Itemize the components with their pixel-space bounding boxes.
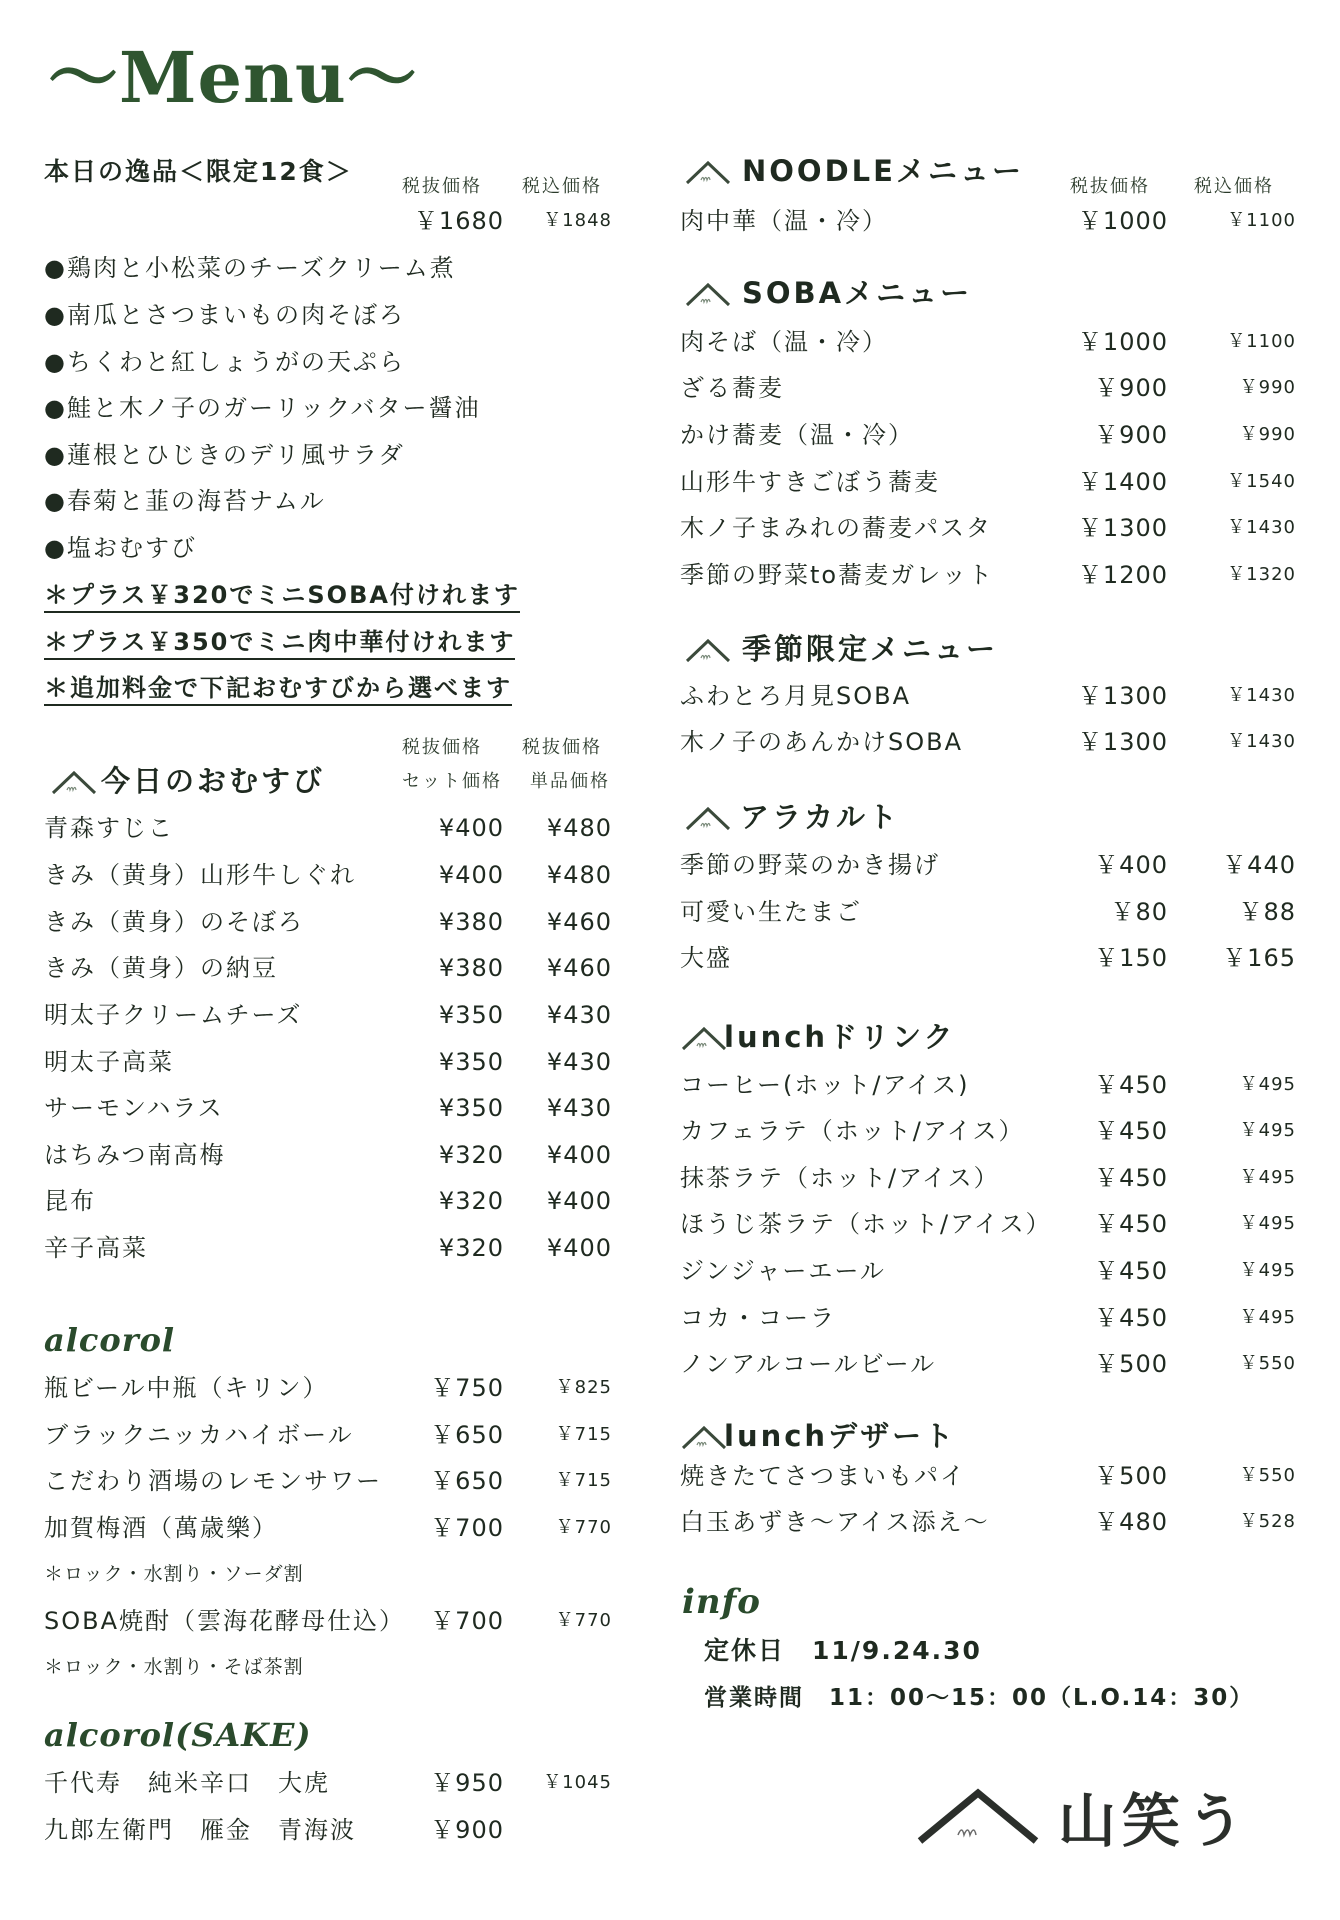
soba-item-name: 山形牛すきごぼう蕎麦: [680, 468, 940, 496]
soba-item-name: 木ノ子まみれの蕎麦パスタ: [680, 514, 992, 542]
omusubi-set-price: ¥380: [438, 954, 504, 982]
special-note: ＊プラス￥350でミニ肉中華付けれます: [44, 627, 515, 660]
seasonal-item-name: ふわとろ月見SOBA: [680, 682, 912, 710]
sake-heading: alcorol(SAKE): [44, 1716, 312, 1754]
dessert-heading: lunchデザート: [724, 1419, 957, 1453]
noodle-heading: NOODLEメニュー: [742, 154, 1024, 188]
alacarte-price-incl: ￥88: [1238, 898, 1296, 926]
special-price-incl: ￥1848: [543, 210, 612, 231]
drink-price-excl: ￥450: [1094, 1210, 1168, 1238]
soba-price-excl: ￥1400: [1077, 468, 1168, 496]
alcohol-item-name: SOBA焼酎（雲海花酵母仕込）: [44, 1607, 406, 1635]
soba-price-incl: ￥1430: [1227, 517, 1296, 538]
alcohol-price-incl: ￥770: [555, 1517, 612, 1538]
soba-price-incl: ￥1100: [1227, 331, 1296, 352]
omusubi-col2-label: 税抜価格: [522, 737, 602, 758]
special-item: ●ちくわと紅しょうがの天ぷら: [44, 348, 405, 376]
special-item: ●鮭と木ノ子のガーリックバター醤油: [44, 394, 481, 422]
omusubi-set-price: ¥400: [438, 814, 504, 842]
alcohol-heading: alcorol: [44, 1321, 176, 1359]
omusubi-item-name: きみ（黄身）山形牛しぐれ: [44, 861, 356, 889]
drink-price-incl: ￥495: [1239, 1120, 1296, 1141]
sake-price-incl: ￥1045: [543, 1772, 612, 1793]
omusubi-single-price: ¥460: [546, 908, 612, 936]
logo-text: 山笑う: [1058, 1787, 1251, 1855]
alcohol-price-incl: ￥825: [555, 1377, 612, 1398]
omusubi-item-name: 青森すじこ: [44, 814, 174, 842]
drink-item-name: ノンアルコールビール: [680, 1350, 937, 1378]
alcohol-item-name: こだわり酒場のレモンサワー: [44, 1467, 382, 1495]
dessert-item-name: 白玉あずき～アイス添え～: [680, 1508, 990, 1536]
soba-price-incl: ￥1320: [1227, 564, 1296, 585]
sake-item-name: 千代寿 純米辛口 大虎: [44, 1769, 330, 1797]
omusubi-item-name: 辛子高菜: [44, 1234, 148, 1262]
omusubi-set-price: ¥350: [438, 1094, 504, 1122]
omusubi-heading: 今日のおむすび: [101, 764, 326, 798]
alcohol-price-incl: ￥770: [555, 1610, 612, 1631]
special-col2-label: 税込価格: [522, 176, 602, 197]
drink-price-incl: ￥495: [1239, 1074, 1296, 1095]
omusubi-item-name: 明太子高菜: [44, 1048, 174, 1076]
soba-price-excl: ￥900: [1094, 374, 1168, 402]
alacarte-price-excl: ￥80: [1110, 898, 1168, 926]
omusubi-set-price: ¥380: [438, 908, 504, 936]
seasonal-price-incl: ￥1430: [1227, 685, 1296, 706]
alacarte-item-name: 大盛: [680, 944, 732, 972]
omusubi-single-price: ¥400: [546, 1234, 612, 1262]
closed-days: 定休日 11/9.24.30: [704, 1636, 982, 1665]
drink-item-name: コーヒー(ホット/アイス): [680, 1071, 970, 1099]
special-heading: 本日の逸品＜限定12食＞: [44, 157, 353, 186]
omusubi-item-name: サーモンハラス: [44, 1094, 224, 1122]
alcohol-item-name: ブラックニッカハイボール: [44, 1421, 354, 1449]
special-item: ●蓮根とひじきのデリ風サラダ: [44, 441, 405, 469]
omusubi-single-price: ¥460: [546, 954, 612, 982]
mountain-icon: [684, 636, 732, 664]
seasonal-price-incl: ￥1430: [1227, 731, 1296, 752]
omusubi-set-price: ¥400: [438, 861, 504, 889]
soba-price-incl: ￥990: [1239, 424, 1296, 445]
alcohol-price-excl: ￥650: [430, 1467, 504, 1495]
omusubi-col1-label: 税抜価格: [402, 737, 482, 758]
mountain-icon: [680, 1423, 728, 1451]
noodle-price-incl: ￥1100: [1227, 210, 1296, 231]
sake-item-name: 九郎左衛門 雁金 青海波: [44, 1816, 356, 1844]
alcohol-item-name: 加賀梅酒（萬歳樂）: [44, 1514, 278, 1542]
sake-price-excl: ￥950: [430, 1769, 504, 1797]
soba-heading: SOBAメニュー: [742, 276, 973, 310]
soba-item-name: 季節の野菜to蕎麦ガレット: [680, 561, 994, 589]
drink-item-name: コカ・コーラ: [680, 1304, 836, 1332]
drink-price-incl: ￥550: [1239, 1353, 1296, 1374]
drink-price-excl: ￥450: [1094, 1257, 1168, 1285]
alcohol-price-excl: ￥650: [430, 1421, 504, 1449]
soba-price-excl: ￥1200: [1077, 561, 1168, 589]
mountain-icon: [680, 1024, 728, 1052]
drink-item-name: ほうじ茶ラテ（ホット/アイス）: [680, 1210, 1052, 1238]
omusubi-single-price: ¥400: [546, 1141, 612, 1169]
dessert-price-incl: ￥528: [1239, 1511, 1296, 1532]
drink-price-incl: ￥495: [1239, 1260, 1296, 1281]
omusubi-set-price: ¥350: [438, 1001, 504, 1029]
omusubi-item-name: 昆布: [44, 1187, 96, 1215]
soba-item-name: ざる蕎麦: [680, 374, 784, 402]
alacarte-price-incl: ￥165: [1222, 944, 1296, 972]
alcohol-price-excl: ￥700: [430, 1607, 504, 1635]
logo-mountain-icon: [916, 1785, 1040, 1847]
drinks-heading: lunchドリンク: [724, 1020, 956, 1054]
alcohol-item-name: 瓶ビール中瓶（キリン）: [44, 1374, 329, 1402]
alcohol-price-incl: ￥715: [555, 1470, 612, 1491]
dessert-price-excl: ￥480: [1094, 1508, 1168, 1536]
drink-price-incl: ￥495: [1239, 1167, 1296, 1188]
omusubi-single-price: ¥480: [546, 861, 612, 889]
special-note: ＊追加料金で下記おむすびから選べます: [44, 673, 512, 706]
special-col1-label: 税抜価格: [402, 176, 482, 197]
soba-item-name: かけ蕎麦（温・冷）: [680, 421, 914, 449]
special-item: ●春菊と韮の海苔ナムル: [44, 487, 326, 515]
noodle-col2-label: 税込価格: [1194, 176, 1274, 197]
omusubi-single-price: ¥400: [546, 1187, 612, 1215]
info-heading: info: [682, 1582, 761, 1622]
alcohol-price-excl: ￥700: [430, 1514, 504, 1542]
alacarte-price-excl: ￥400: [1094, 851, 1168, 879]
soba-item-name: 肉そば（温・冷）: [680, 328, 888, 356]
omusubi-single-price: ¥430: [546, 1094, 612, 1122]
special-price-excl: ￥1680: [413, 207, 504, 235]
menu-title: 〜Menu〜: [48, 36, 418, 119]
mountain-icon: [684, 158, 732, 186]
omusubi-single-price: ¥430: [546, 1001, 612, 1029]
alcohol-note: ＊ロック・水割り・そば茶割: [44, 1656, 304, 1678]
soba-price-excl: ￥1000: [1077, 328, 1168, 356]
omusubi-set-price: ¥320: [438, 1234, 504, 1262]
omusubi-item-name: きみ（黄身）の納豆: [44, 954, 278, 982]
dessert-price-incl: ￥550: [1239, 1465, 1296, 1486]
alcohol-price-excl: ￥750: [430, 1374, 504, 1402]
soba-price-incl: ￥990: [1239, 377, 1296, 398]
drink-item-name: 抹茶ラテ（ホット/アイス）: [680, 1164, 1000, 1192]
omusubi-item-name: はちみつ南高梅: [44, 1141, 226, 1169]
alcohol-note: ＊ロック・水割り・ソーダ割: [44, 1563, 304, 1585]
alcohol-price-incl: ￥715: [555, 1424, 612, 1445]
drink-price-excl: ￥450: [1094, 1117, 1168, 1145]
alacarte-price-excl: ￥150: [1094, 944, 1168, 972]
alacarte-item-name: 季節の野菜のかき揚げ: [680, 851, 940, 879]
omusubi-single-price: ¥430: [546, 1048, 612, 1076]
omusubi-set-price: ¥320: [438, 1141, 504, 1169]
special-item: ●鶏肉と小松菜のチーズクリーム煮: [44, 254, 456, 282]
dessert-price-excl: ￥500: [1094, 1462, 1168, 1490]
noodle-item-name: 肉中華（温・冷）: [680, 207, 888, 235]
alacarte-heading: アラカルト: [740, 800, 901, 834]
drink-price-incl: ￥495: [1239, 1213, 1296, 1234]
omusubi-set-price: ¥350: [438, 1048, 504, 1076]
omusubi-item-name: 明太子クリームチーズ: [44, 1001, 303, 1029]
omusubi-item-name: きみ（黄身）のそぼろ: [44, 908, 304, 936]
seasonal-item-name: 木ノ子のあんかけSOBA: [680, 728, 964, 756]
alacarte-price-incl: ￥440: [1222, 851, 1296, 879]
seasonal-price-excl: ￥1300: [1077, 682, 1168, 710]
drink-price-excl: ￥450: [1094, 1304, 1168, 1332]
drink-price-incl: ￥495: [1239, 1307, 1296, 1328]
noodle-col1-label: 税抜価格: [1070, 176, 1150, 197]
drink-item-name: ジンジャーエール: [680, 1257, 886, 1285]
drink-price-excl: ￥500: [1094, 1350, 1168, 1378]
soba-price-incl: ￥1540: [1227, 471, 1296, 492]
dessert-item-name: 焼きたてさつまいもパイ: [680, 1462, 966, 1490]
alacarte-item-name: 可愛い生たまご: [680, 898, 862, 926]
sake-price-excl: ￥900: [430, 1816, 504, 1844]
drink-item-name: カフェラテ（ホット/アイス）: [680, 1117, 1025, 1145]
drink-price-excl: ￥450: [1094, 1164, 1168, 1192]
special-item: ●塩おむすび: [44, 534, 197, 562]
mountain-icon: [50, 768, 98, 796]
mountain-icon: [684, 804, 732, 832]
special-note: ＊プラス￥320でミニSOBA付けれます: [44, 580, 520, 613]
mountain-icon: [684, 280, 732, 308]
noodle-price-excl: ￥1000: [1077, 207, 1168, 235]
soba-price-excl: ￥1300: [1077, 514, 1168, 542]
special-item: ●南瓜とさつまいもの肉そぼろ: [44, 301, 405, 329]
omusubi-set-price: ¥320: [438, 1187, 504, 1215]
business-hours: 営業時間 11：00〜15：00（L.O.14：30）: [704, 1685, 1255, 1711]
omusubi-single-price: ¥480: [546, 814, 612, 842]
omusubi-col2-sublabel: 単品価格: [530, 771, 610, 792]
omusubi-col1-sublabel: セット価格: [402, 771, 502, 792]
drink-price-excl: ￥450: [1094, 1071, 1168, 1099]
seasonal-heading: 季節限定メニュー: [742, 632, 999, 666]
seasonal-price-excl: ￥1300: [1077, 728, 1168, 756]
soba-price-excl: ￥900: [1094, 421, 1168, 449]
